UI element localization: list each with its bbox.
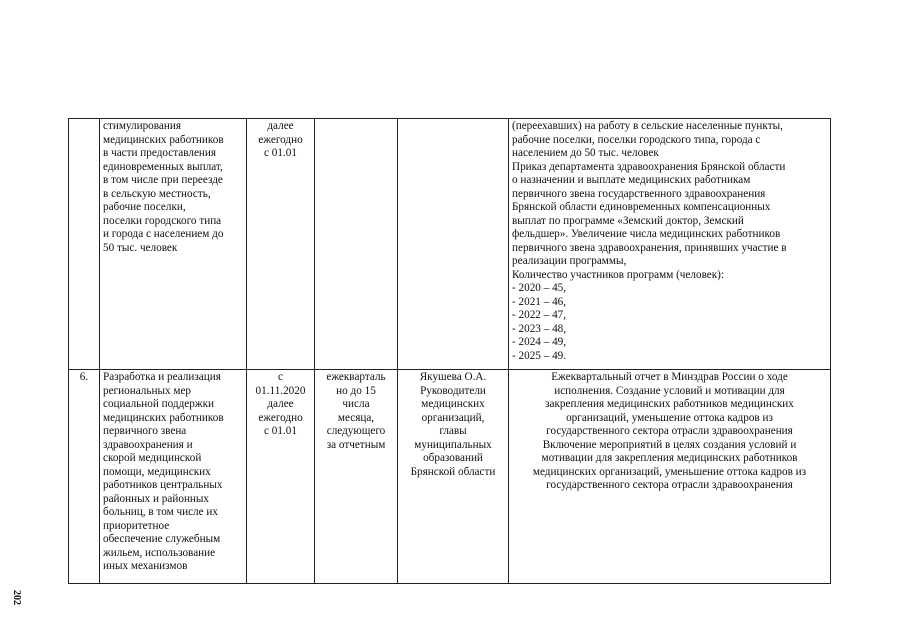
table-row [69, 370, 831, 584]
responsible-cell [398, 370, 509, 584]
text-line: государственного сектора отрасли здравоохранения [546, 425, 793, 437]
text-line: обеспечение служебным [103, 533, 221, 545]
page-number: 202 [11, 590, 22, 605]
text-line: в сельскую местность, [103, 187, 211, 200]
text-line: фельдшер». Увеличение числа медицинских работников [512, 228, 781, 240]
text-line: медицинских организаций, уменьшение оттока кадров из [532, 465, 807, 478]
row-number [69, 119, 100, 370]
text-line: населением до 50 тыс. человек [512, 147, 659, 159]
text-line: районных и районных [103, 492, 210, 505]
text-line: далее [267, 120, 294, 132]
text-line: медицинских работников [103, 133, 224, 146]
text-line: но до 15 [336, 384, 376, 397]
text-line: за отчетным [326, 438, 386, 451]
text-line: медицинских работников [103, 411, 224, 424]
text-line: единовременных выплат, [103, 160, 223, 173]
text-line: в том числе при переезде [103, 174, 223, 186]
measure-cell [100, 370, 247, 584]
text-line: - 2020 – 45, [512, 282, 567, 294]
text-line: стимулирования [103, 120, 182, 132]
text-line: Брянской области [410, 465, 496, 478]
responsible-cell [398, 119, 509, 370]
text-line: социальной поддержки [103, 398, 215, 410]
text-line: ежекварталь [326, 371, 386, 383]
frequency-cell [315, 119, 398, 370]
text-line: Руководители [420, 384, 486, 397]
text-line: и города с населением до [103, 228, 224, 240]
text-line: медицинских [421, 398, 485, 410]
text-line: поселки городского типа [103, 214, 222, 227]
text-line: закрепления медицинских работников медицинских [545, 398, 794, 410]
text-line: ежегодно [258, 133, 303, 146]
text-line: - 2023 – 48, [512, 322, 567, 335]
text-line: - 2022 – 47, [512, 309, 567, 321]
text-line: 01.11.2020 [255, 384, 306, 397]
term-cell [247, 119, 315, 370]
text-line: Количество участников программ (человек): [512, 268, 725, 281]
text-line: работников центральных [103, 479, 223, 491]
text-line: с 01.01 [264, 425, 297, 437]
text-line: 50 тыс. человек [103, 241, 178, 254]
text-line: в части предоставления [103, 147, 217, 159]
text-line: о назначении и выплате медицинских работникам [512, 174, 751, 186]
text-line: рабочие поселки, [103, 201, 186, 213]
text-line: (переехавших) на работу в сельские населенные пункты, [512, 120, 783, 132]
text-line: следующего [326, 425, 386, 437]
text-line: главы [439, 425, 467, 437]
result-cell [509, 119, 831, 370]
text-line: мотивации для закрепления медицинских работников [541, 452, 798, 464]
text-line: иных механизмов [103, 560, 188, 572]
text-line: Включение мероприятий в целях создания условий и [542, 438, 797, 451]
text-line: первичного звена [103, 425, 187, 437]
text-line: организаций, [421, 411, 485, 424]
text-line: первичного звена государственного здравоохранения [512, 187, 766, 200]
row-number: 6. [69, 370, 100, 584]
text-line: жильем, использование [103, 546, 216, 559]
text-line: далее [267, 398, 294, 410]
text-line: числа [342, 398, 370, 410]
text-line: реализации программы, [512, 255, 627, 267]
text-line: государственного сектора отрасли здравоохранения [546, 479, 793, 491]
table-row [69, 119, 831, 370]
text-line: первичного звена здравоохранения, принявших участие в [512, 241, 787, 254]
text-line: Якушева О.А. [419, 371, 487, 383]
text-line: ежегодно [258, 411, 303, 424]
text-line: организаций, уменьшение оттока кадров из [566, 411, 773, 424]
text-line: рабочие поселки, поселки городского типа, города с [512, 133, 761, 146]
text-line: приоритетное [103, 519, 170, 532]
text-line: исполнения. Создание условий и мотивации для [554, 384, 785, 397]
text-line: с [278, 371, 283, 383]
result-cell [509, 370, 831, 584]
text-line: с 01.01 [264, 147, 297, 159]
text-line: скорой медицинской [103, 452, 202, 464]
text-line: Приказ департамента здравоохранения Брянской области [512, 160, 786, 173]
text-line: - 2025 – 49. [512, 349, 567, 362]
measures-table [68, 118, 831, 584]
text-line: Разработка и реализация [103, 371, 221, 383]
text-line: региональных мер [103, 384, 191, 397]
text-line: помощи, медицинских [103, 465, 211, 478]
text-line: здравоохранения и [103, 438, 193, 451]
text-line: образований [423, 452, 483, 464]
text-line: выплат по программе «Земский доктор, Земский [512, 214, 744, 227]
text-line: Брянской области единовременных компенсационных [512, 201, 771, 213]
text-line: - 2024 – 49, [512, 336, 567, 348]
measure-cell [100, 119, 247, 370]
frequency-cell [315, 370, 398, 584]
text-line: Ежеквартальный отчет в Минздрав России о ходе [551, 371, 788, 383]
text-line: больниц, в том числе их [103, 506, 218, 518]
text-line: муниципальных [414, 438, 492, 451]
text-line: месяца, [337, 411, 375, 424]
text-line: - 2021 – 46, [512, 295, 567, 308]
term-cell [247, 370, 315, 584]
